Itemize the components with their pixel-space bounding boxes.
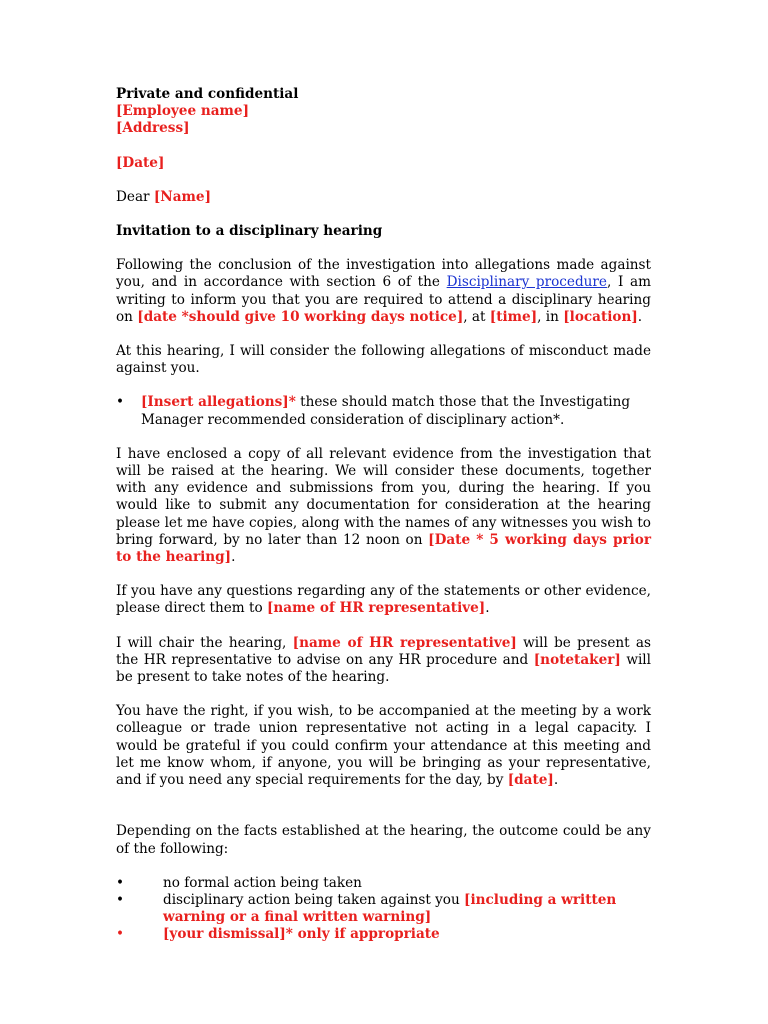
bullet-icon: • — [116, 874, 125, 891]
letter-page — [116, 86, 651, 944]
paragraph-allegations-intro: At this hearing, I will consider the following allegations of misconduct made against you. — [116, 343, 651, 377]
salutation-name-placeholder: [Name] — [153, 188, 212, 205]
para1-text-1: Following the conclusion of the investigation into allegations made against you, and in accordance with section 6 of the — [116, 257, 651, 291]
para6-text-1: You have the right, if you wish, to be accompanied at the meeting by a work colleague or trade union representative not acting in a legal capacity. I would be grateful if you could confirm your attendance at this meeting and let me know whom, if anyone, you will be bringing as your representative, and if you need any special requirements for the day, by — [116, 703, 651, 789]
bullet-icon: • — [116, 394, 125, 411]
para4-text-2: . — [485, 600, 490, 617]
list-item — [116, 875, 651, 892]
para5-text-1: I will chair the hearing, — [116, 634, 293, 651]
hr-rep-placeholder: [name of HR representative] — [266, 600, 486, 617]
para5-text-3: will be present to take notes of the hearing. — [116, 651, 651, 686]
allegations-note: these should match those that the Investigating Manager recommended consideration of disciplinary action*. — [141, 394, 631, 428]
hearing-location-placeholder: [location] — [563, 308, 638, 325]
para6-text-2: . — [553, 772, 559, 789]
bullet-icon: • — [116, 926, 125, 943]
para3-text-2: . — [231, 549, 236, 566]
outcome-text: disciplinary action being taken against you — [163, 891, 465, 908]
outcomes-list — [116, 875, 651, 944]
employee-name-placeholder: [Employee name] — [116, 103, 249, 120]
letter-subject: Invitation to a disciplinary hearing — [116, 223, 383, 240]
paragraph-intro — [116, 257, 651, 326]
confirm-date-placeholder: [date] — [507, 772, 554, 789]
paragraph-evidence — [116, 446, 651, 566]
paragraph-chair — [116, 635, 651, 687]
para1-text-4: , in — [537, 308, 564, 325]
list-item — [116, 394, 651, 428]
hr-rep-placeholder-2: [name of HR representative] — [292, 634, 517, 651]
para1-text-2: , I am writing to inform you that you are required to attend a disciplinary hearing on — [116, 274, 652, 325]
date-placeholder: [Date] — [116, 154, 165, 171]
salutation — [116, 189, 651, 206]
para3-text-1: I have enclosed a copy of all relevant evidence from the investigation that will be raised at the hearing. We will consider these documents, together with any evidence and submissions from you, during the hearing. If you would like to submit any documentation for consideration at the hearing please let me have copies, along with the names of any witnesses you wish to bring forward, by no later than 12 noon on — [116, 445, 651, 548]
confidential-label: Private and confidential — [116, 86, 299, 102]
evidence-date-placeholder: [Date * 5 working days prior to the hearing] — [116, 531, 652, 566]
list-item — [116, 926, 651, 943]
letter-header — [116, 86, 651, 138]
dismissal-placeholder: [your dismissal]* only if appropriate — [163, 926, 440, 943]
para5-text-2: will be present as the HR representative to advise on any HR procedure and — [116, 634, 652, 668]
list-item — [116, 892, 651, 926]
notetaker-placeholder: [notetaker] — [533, 651, 621, 668]
para1-text-5: . — [637, 308, 643, 325]
allegations-list — [116, 394, 651, 428]
disciplinary-procedure-link[interactable]: Disciplinary procedure — [446, 274, 607, 291]
hearing-time-placeholder: [time] — [489, 308, 538, 325]
warning-placeholder: [including a written warning or a final written warning] — [163, 891, 617, 926]
allegations-placeholder: [Insert allegations]* — [141, 394, 296, 411]
para1-text-3: , at — [463, 308, 490, 325]
paragraph-accompanied — [116, 703, 651, 789]
address-placeholder: [Address] — [116, 120, 190, 137]
para4-text-1: If you have any questions regarding any of the statements or other evidence, please direct them to — [116, 583, 651, 617]
paragraph-questions — [116, 583, 651, 617]
salutation-dear: Dear — [116, 188, 154, 205]
hearing-date-placeholder: [date *should give 10 working days notice] — [137, 308, 464, 325]
bullet-icon: • — [116, 891, 125, 908]
outcome-text: no formal action being taken — [163, 874, 362, 891]
paragraph-outcomes-intro: Depending on the facts established at the hearing, the outcome could be any of the following: — [116, 823, 651, 857]
